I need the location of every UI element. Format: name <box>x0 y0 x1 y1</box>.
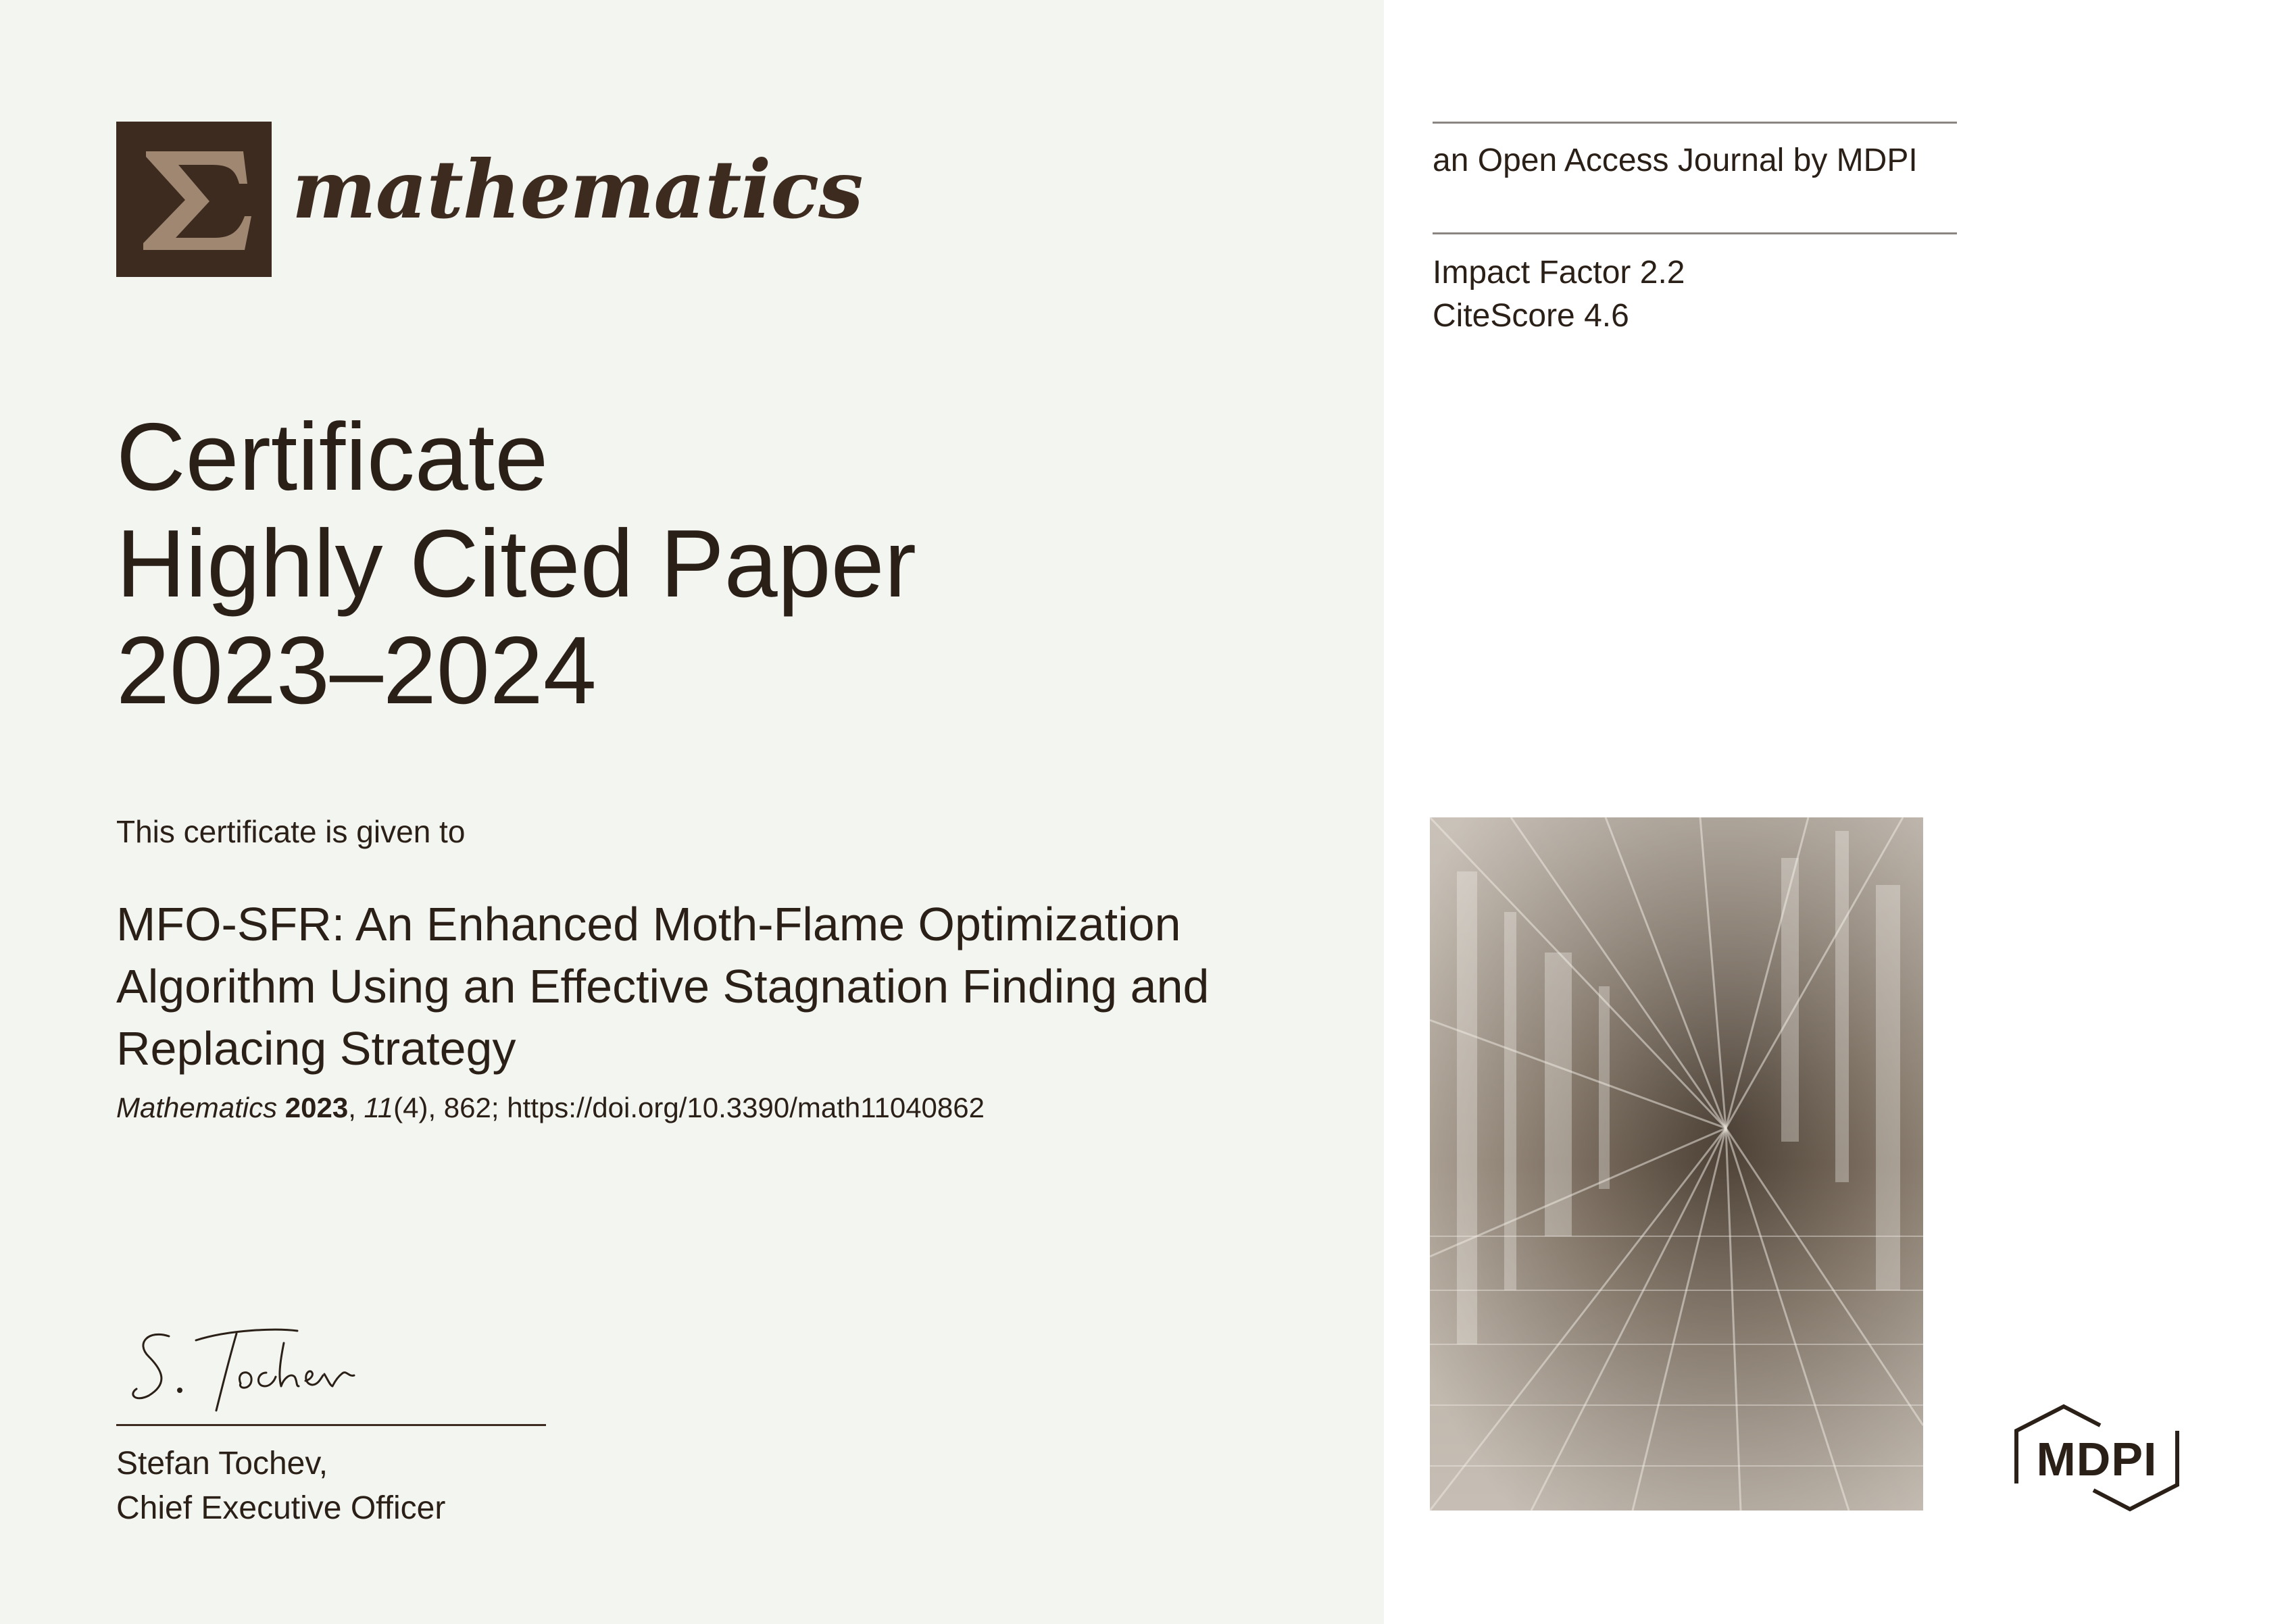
signature <box>122 1316 378 1417</box>
sigma-icon <box>116 122 272 277</box>
signatory-title: Chief Executive Officer <box>116 1490 446 1526</box>
certificate-title <box>116 404 916 724</box>
journal-name: mathematics <box>292 143 863 236</box>
metrics-divider <box>1433 232 1957 234</box>
mdpi-logo-text: MDPI <box>2036 1433 2158 1486</box>
journal-logo <box>116 122 272 277</box>
paper-citation <box>116 1092 985 1124</box>
mdpi-logo <box>2012 1404 2181 1512</box>
certificate-title-line1: Certificate <box>116 403 549 511</box>
impact-factor: Impact Factor 2.2 <box>1433 255 1685 290</box>
citation-volume: 11 <box>364 1092 394 1123</box>
signatory-name: Stefan Tochev, <box>116 1446 328 1481</box>
journal-metrics <box>1433 251 1685 338</box>
certificate-title-line3: 2023–2024 <box>116 617 597 724</box>
signatory-block <box>116 1442 445 1531</box>
journal-cover-image <box>1430 817 1923 1511</box>
citation-year: 2023 <box>284 1092 349 1123</box>
citation-journal: Mathematics <box>116 1092 278 1123</box>
top-divider <box>1433 122 1957 124</box>
certificate-title-line2: Highly Cited Paper <box>116 510 916 617</box>
citescore: CiteScore 4.6 <box>1433 298 1629 334</box>
citation-separator: , <box>348 1092 364 1123</box>
citation-doi: https://doi.org/10.3390/math11040862 <box>507 1092 985 1123</box>
given-to-label: This certificate is given to <box>116 814 466 849</box>
publisher-line: an Open Access Journal by MDPI <box>1433 143 1918 178</box>
signature-line <box>116 1424 546 1426</box>
citation-issue-pages: (4), 862; <box>393 1092 507 1123</box>
paper-title: MFO-SFR: An Enhanced Moth-Flame Optimization Algorithm Using an Effective Stagnation Finding and Replacing Strategy <box>116 898 1210 1075</box>
